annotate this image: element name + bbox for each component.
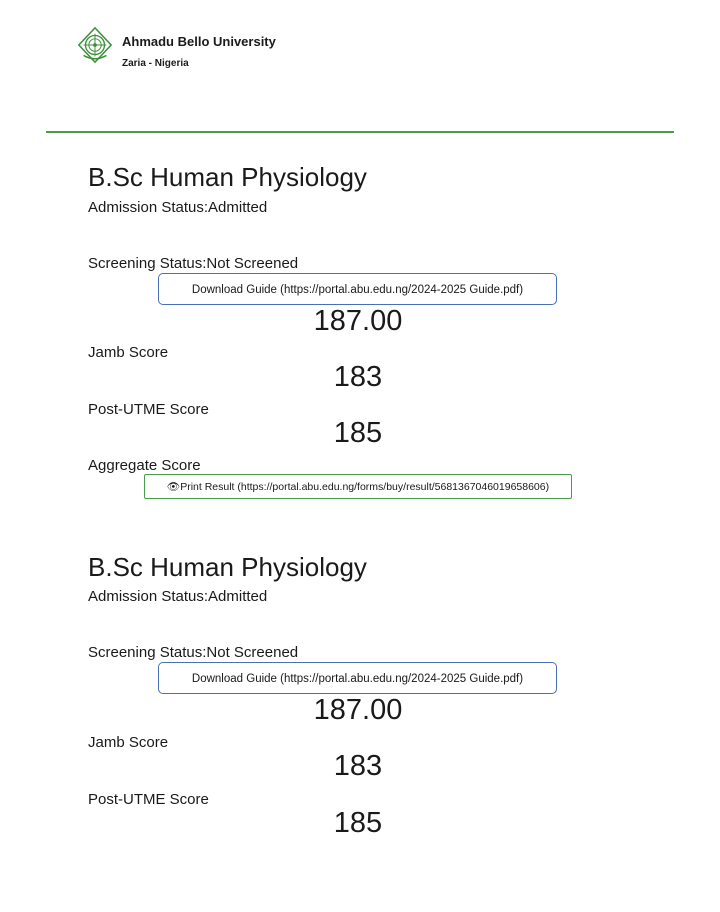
download-guide-button[interactable]: Download Guide (https://portal.abu.edu.ng/2024-2025 Guide.pdf) xyxy=(158,662,557,694)
download-guide-button[interactable]: Download Guide (https://portal.abu.edu.ng/2024-2025 Guide.pdf) xyxy=(158,273,557,305)
result-card xyxy=(0,162,720,522)
score-value: 185 xyxy=(333,417,383,449)
admission-status: Admission Status:Admitted xyxy=(88,199,268,216)
screening-status: Screening Status:Not Screened xyxy=(88,255,299,272)
header-divider xyxy=(46,131,674,133)
score-value: 187.00 xyxy=(313,305,403,337)
university-name: Ahmadu Bello University xyxy=(122,34,276,49)
print-result-button[interactable]: 👁Print Result (https://portal.abu.edu.ng/forms/buy/result/5681367046019658606) xyxy=(144,474,572,499)
program-title: B.Sc Human Physiology xyxy=(88,552,367,582)
score-label: Jamb Score xyxy=(88,734,169,751)
program-title: B.Sc Human Physiology xyxy=(88,162,367,192)
score-label: Aggregate Score xyxy=(88,457,201,474)
result-card xyxy=(0,552,720,912)
score-value: 183 xyxy=(333,750,383,782)
score-value: 183 xyxy=(333,361,383,393)
admission-status: Admission Status:Admitted xyxy=(88,588,268,605)
score-value: 185 xyxy=(333,807,383,839)
university-logo-icon xyxy=(76,26,114,64)
university-location: Zaria - Nigeria xyxy=(122,58,189,69)
score-label: Jamb Score xyxy=(88,344,169,361)
score-value: 187.00 xyxy=(313,694,403,726)
header xyxy=(0,0,720,134)
score-label: Post-UTME Score xyxy=(88,791,209,808)
screening-status: Screening Status:Not Screened xyxy=(88,644,299,661)
score-label: Post-UTME Score xyxy=(88,401,209,418)
